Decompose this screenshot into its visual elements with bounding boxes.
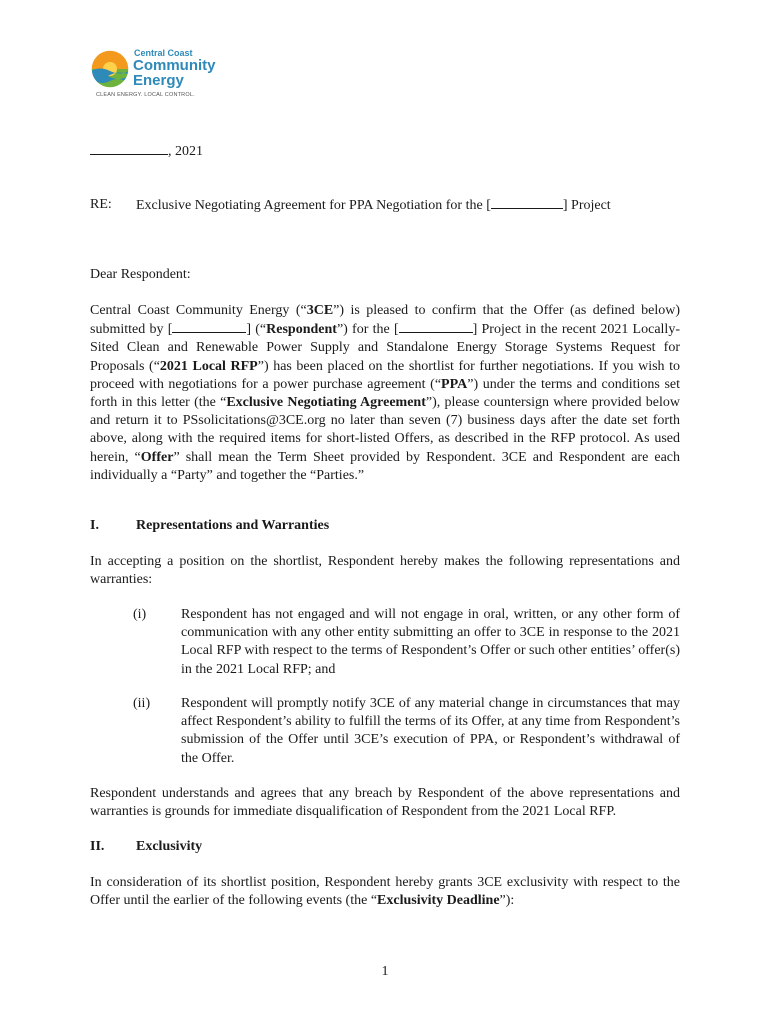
defined-term: Exclusive Negotiating Agreement — [226, 395, 426, 411]
item-ii-text: Respondent will promptly notify 3CE of any material change in circumstances that may affect Respondent’s ability to fulfill the terms of its Offer, at any time from Respondent’s submission of the Offer until 3CE’s execution of PPA, or Respondent’s withdrawal of the Offer. — [181, 696, 680, 766]
section-2-number: II. — [90, 839, 105, 854]
intro-text: ] (“ — [246, 322, 267, 338]
item-ii-number: (ii) — [133, 696, 151, 711]
section-1-title: Representations and Warranties — [136, 518, 330, 533]
defined-term: Respondent — [266, 322, 337, 338]
project-name-blank — [491, 196, 563, 209]
section-1-intro: In accepting a position on the shortlist, Respondent hereby makes the following representations and warranties: — [90, 554, 680, 588]
defined-term: Offer — [140, 449, 174, 465]
item-i-text: Respondent has not engaged and will not engage in oral, written, or any other form of communication with any other entity submitting an offer to 3CE in response to the 2021 Local RFP with respect to the terms of Respondent’s Offer or such other entities’ offer(s) in the 2021 Local RFP; and — [181, 607, 680, 677]
section-2-text: In consideration of its shortlist position, Respondent hereby grants 3CE exclusivity with respect to the Offer until the earlier of the following events (the “ — [90, 875, 680, 909]
date-line — [90, 142, 203, 161]
company-logo — [90, 46, 240, 102]
date-year: , 2021 — [168, 144, 203, 159]
section-1-closing: Respondent understands and agrees that any breach by Respondent of the above representations and warranties is grounds for immediate disqualification of Respondent from the 2021 Local RFP. — [90, 786, 680, 820]
respondent-name-blank — [172, 320, 246, 333]
intro-paragraph — [90, 302, 680, 485]
re-text-after: ] Project — [562, 198, 611, 213]
intro-text: ”), please countersign where provided below and return it to PSsolicitations@3CE.org no later than seven (7) business days after the date set forth above, along with the required items for short-listed Offers, as described in the RFP protocol. As used herein, “ — [90, 395, 680, 465]
re-text-before: Exclusive Negotiating Agreement for PPA Negotiation for the [ — [136, 198, 491, 213]
intro-text: ”) for the [ — [336, 322, 399, 338]
defined-term: PPA — [441, 376, 468, 392]
salutation: Dear Respondent: — [90, 267, 191, 282]
page-number: 1 — [381, 964, 389, 979]
logo-text-line1: Community — [133, 57, 216, 74]
intro-text: ] Project in the recent 2021 Locally-Sited Clean and Renewable Power Supply and Standalone Energy Storage Systems Request for Proposals (“ — [90, 322, 680, 374]
section-2-title: Exclusivity — [136, 839, 203, 854]
sun-logo-icon — [90, 49, 130, 89]
intro-text: ”) under the terms and conditions set forth in this letter (the “ — [90, 376, 681, 411]
re-label: RE: — [90, 197, 112, 212]
section-2-text: ”): — [499, 893, 515, 909]
project-blank — [399, 320, 473, 333]
logo-text-small: Central Coast — [134, 48, 193, 58]
re-subject — [136, 196, 611, 215]
logo-tagline: CLEAN ENERGY. LOCAL CONTROL. — [96, 92, 195, 98]
defined-term: Exclusivity Deadline — [377, 893, 500, 909]
intro-text: Central Coast Community Energy (“ — [90, 303, 307, 318]
intro-text: ”) is pleased to confirm that the Offer (as defined below) submitted by [ — [90, 303, 681, 338]
intro-text: ”) has been placed on the shortlist for further negotiations. If you wish to proceed with negotiations for a power purchase agreement (“ — [90, 358, 681, 392]
date-blank — [90, 142, 168, 155]
intro-text: ” shall mean the Term Sheet provided by Respondent. 3CE and Respondent are each individually a “Party” and together the “Parties.” — [90, 449, 680, 483]
logo-text-line2: Energy — [133, 72, 184, 89]
section-1-number: I. — [90, 518, 99, 533]
section-2-paragraph — [90, 874, 680, 910]
defined-term: 3CE — [306, 303, 334, 318]
item-i-number: (i) — [133, 607, 147, 622]
defined-term: 2021 Local RFP — [159, 358, 258, 374]
